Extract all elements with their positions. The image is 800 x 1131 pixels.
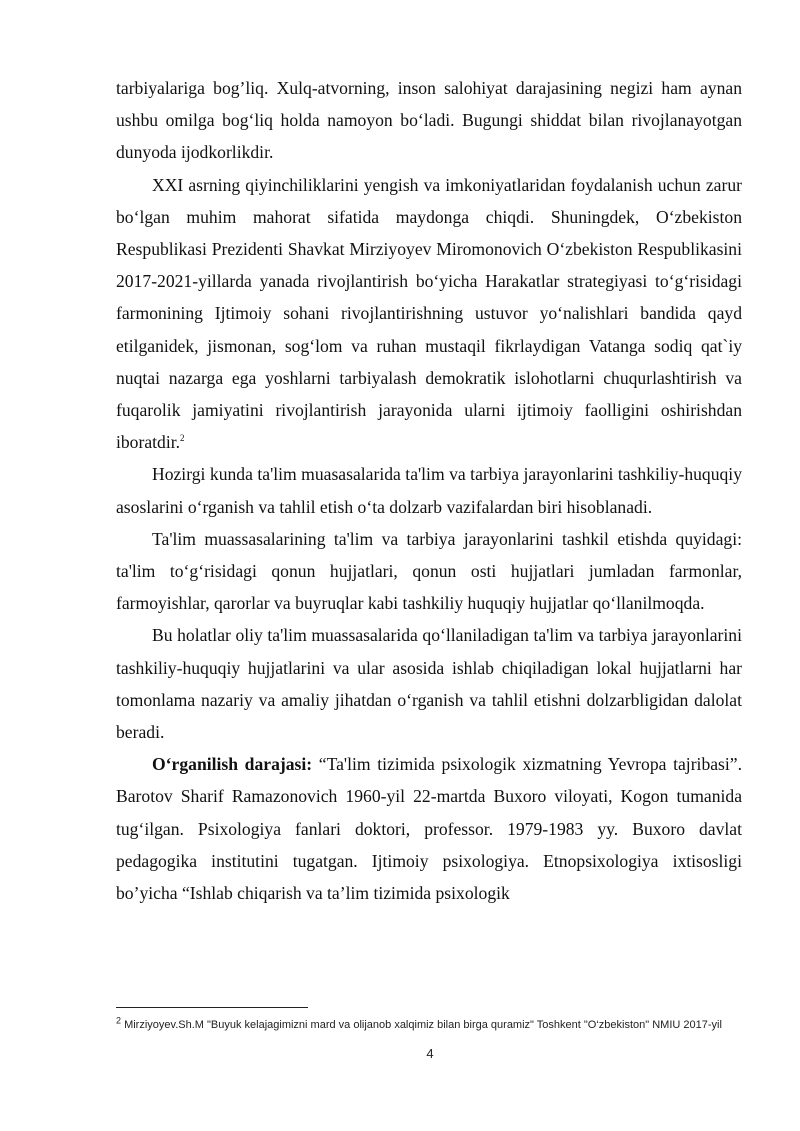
paragraph-2: [116, 169, 742, 459]
paragraph-3: Hozirgi kunda ta'lim muasasalarida ta'lim va tarbiya jarayonlarini tashkiliy-huquqiy asoslarini o‘rganish va tahlil etish o‘ta dolzarb vazifalardan biri hisoblanadi.: [116, 464, 742, 517]
section-lead-heading: O‘rganilish darajasi:: [152, 754, 313, 775]
footnote-separator: [116, 1007, 308, 1008]
page-number: 4: [426, 1046, 434, 1061]
paragraph-1: tarbiyalariga bog’liq. Xulq-atvorning, inson salohiyat darajasining negizi ham aynan ushbu omilga bog‘liq holda namoyon bo‘ladi. Bugungi shiddat bilan rivojlanayotgan dunyoda ijodkorlikdir.: [116, 78, 742, 163]
paragraph-4: Ta'lim muassasalarining ta'lim va tarbiya jarayonlarini tashkil etishda quyidagi: ta'lim to‘g‘risidagi qonun hujjatlari, qonun osti hujjatlari jumladan farmonlar, farmoyishlar, qarorlar va buyruqlar kabi tashkiliy huquqiy hujjatlar qo‘llanilmoqda.: [116, 528, 742, 614]
footnote-reference[interactable]: 2: [180, 433, 185, 444]
paragraph-6-text: “Ta'lim tizimida psixologik xizmatning Yevropa tajribasi”. Barotov Sharif Ramazonovich 1960-yil 22-martda Buxoro viloyati, Kogon tumanida tug‘ilgan. Psixologiya fanlari doktori, professor. 1979-1983 yy. Buxoro davlat pedagogika institutini tugatgan. Ijtimoiy psixologiya. Etnopsixologiya ixtisosligi bo’yicha “Ishlab chiqarish va ta’lim tizimida psixologik: [116, 754, 742, 904]
paragraph-2-text: XXI asrning qiyinchiliklarini yengish va imkoniyatlaridan foydalanish uchun zarur bo‘lgan muhim mahorat sifatida maydonga chiqdi. Shuningdek, O‘zbekiston Respublikasi Prezidenti Shavkat Mirziyoyev Miromonovich O‘zbekiston Respublikasini 2017-2021-yillarda yanada rivojlantirish bo‘yicha Harakatlar strategiyasi to‘g‘risidagi farmonining Ijtimoiy sohani rivojlantirishning ustuvor yo‘nalishlari bandida qayd etilganidek, jismonan, sog‘lom va ruhan mustaqil fikrlaydigan Vatanga sodiq qat`iy nuqtai nazarga ega yoshlarni tarbiyalash demokratik islohotlarni chuqurlashtirish va fuqarolik jamiyatini rivojlantirish jarayonida ularni ijtimoiy faolligini oshirishdan iboratdir.: [116, 174, 742, 453]
paragraph-5: Bu holatlar oliy ta'lim muassasalarida qo‘llaniladigan ta'lim va tarbiya jarayonlarini tashkiliy-huquqiy hujjatlarini va ular asosida ishlab chiqiladigan lokal hujjatlarni har tomonlama nazariy va amaliy jihatdan o‘rganish va tahlil etishni dolzarbligidan dalolat beradi.: [116, 625, 742, 743]
footnote: [116, 1016, 744, 1035]
footnote-text: Mirziyoyev.Sh.M "Buyuk kelajagimizni mard va olijanob xalqimiz bilan birga quramiz" Toshkent "O‘zbekiston" NMIU 2017-yil: [121, 1019, 722, 1031]
body-text: [116, 72, 742, 909]
paragraph-6: [116, 748, 742, 909]
footnote-number: 2: [116, 1015, 122, 1026]
